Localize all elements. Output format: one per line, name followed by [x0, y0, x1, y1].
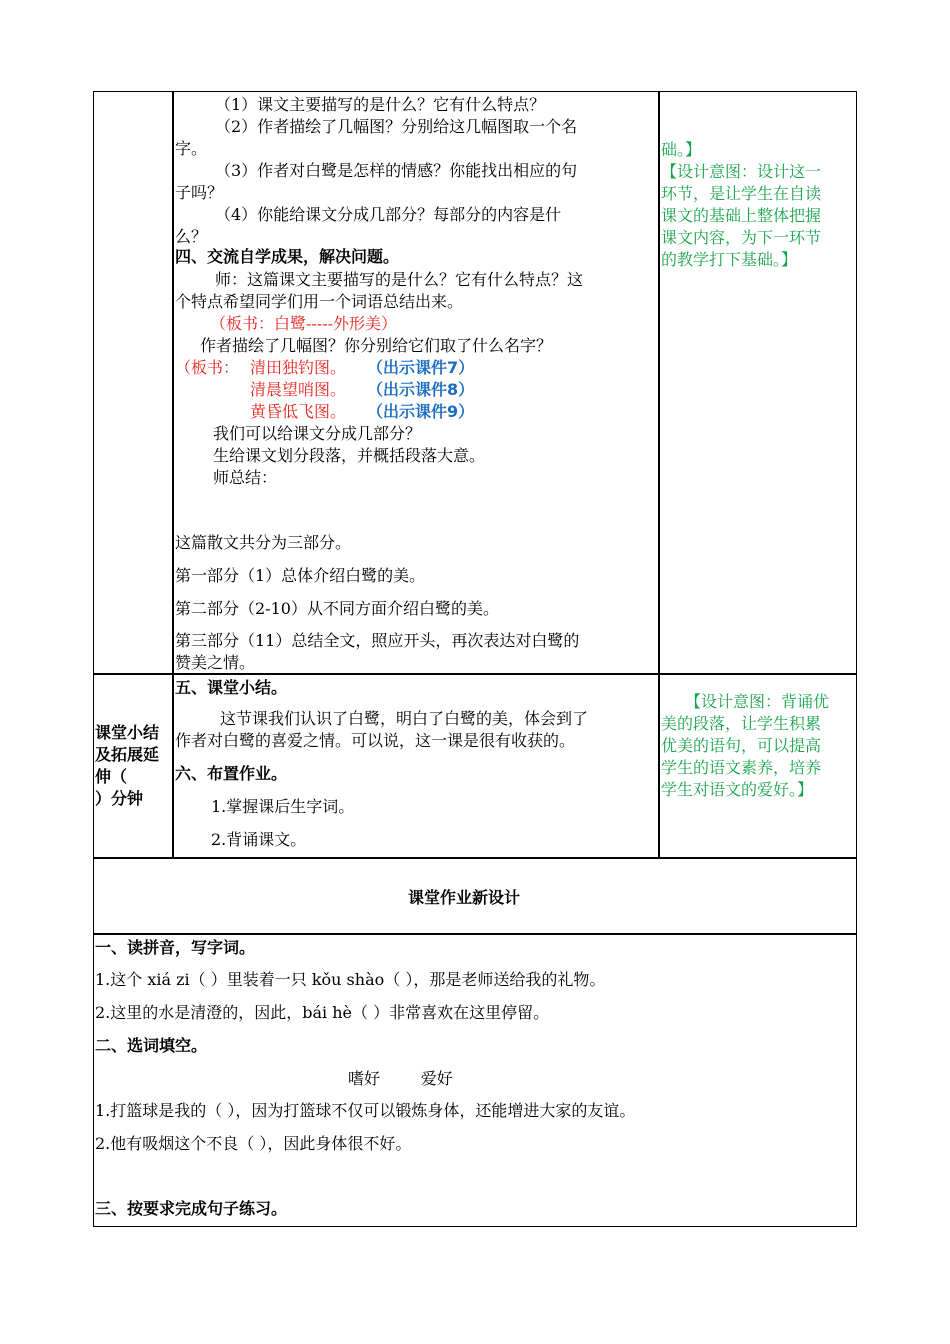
homework-item-1: 1.掌握课后生字词。 — [211, 797, 355, 816]
picture-name-1: 清田独钓图。 — [250, 358, 347, 377]
teacher-line-2: 个特点希望同学们用一个词语总结出来。 — [175, 292, 464, 311]
structure-part-3-line-1: 第三部分（11）总结全文，照应开头，再次表达对白鹭的 — [175, 631, 580, 650]
design-note-1-line-5: 课文内容，为下一环节 — [661, 228, 822, 247]
row-divider-2 — [93, 857, 857, 859]
teacher-question-parts: 我们可以给课文分成几部分？ — [213, 424, 422, 443]
design-note-2-line-2: 美的段落，让学生积累 — [661, 714, 822, 733]
structure-intro: 这篇散文共分为三部分。 — [175, 533, 352, 552]
exercise-2-heading: 二、选词填空。 — [95, 1036, 208, 1055]
summary-line-2: 作者对白鹭的喜爱之情。可以说，这一课是很有收获的。 — [175, 731, 576, 750]
courseware-8: （出示课件8） — [367, 380, 475, 399]
row-label-line-2: 及拓展延 — [95, 745, 160, 764]
question-2-line-1: （2）作者描绘了几幅图？分别给这几幅图取一个名 — [215, 117, 578, 136]
design-note-2-line-5: 学生对语文的爱好。】 — [661, 780, 814, 799]
section-6-heading: 六、布置作业。 — [175, 764, 288, 783]
question-4-line-2: 么？ — [175, 227, 208, 246]
board-note-1: （板书：白鹭-----外形美） — [210, 314, 398, 333]
exercise-3-heading: 三、按要求完成句子练习。 — [95, 1199, 288, 1218]
student-activity: 生给课文划分段落，并概括段落大意。 — [213, 446, 486, 465]
picture-name-2: 清晨望哨图。 — [250, 380, 347, 399]
design-note-1-line-2: 【设计意图：设计这一 — [661, 162, 822, 181]
question-2-line-2: 字。 — [175, 139, 208, 158]
summary-line-1: 这节课我们认识了白鹭，明白了白鹭的美，体会到了 — [220, 709, 589, 728]
teacher-summary-label: 师总结： — [213, 468, 278, 487]
design-note-2-line-3: 优美的语句，可以提高 — [661, 736, 822, 755]
courseware-7: （出示课件7） — [367, 358, 475, 377]
section-4-heading: 四、交流自学成果，解决问题。 — [175, 247, 400, 266]
design-note-1-line-1: 础。】 — [661, 140, 702, 159]
teacher-line-1: 师：这篇课文主要描写的是什么？它有什么特点？这 — [215, 270, 584, 289]
section-5-heading: 五、课堂小结。 — [175, 678, 288, 697]
row-divider-3 — [93, 933, 857, 935]
exercise-2-question-2: 2.他有吸烟这个不良（ ），因此身体很不好。 — [95, 1134, 412, 1153]
col-divider-1 — [172, 91, 174, 858]
word-choices: 嗜好 爱好 — [348, 1069, 453, 1088]
design-note-1-line-6: 的教学打下基础。】 — [661, 250, 798, 269]
board-note-2-prefix: （板书： — [175, 358, 240, 377]
picture-name-3: 黄昏低飞图。 — [250, 402, 347, 421]
design-note-1-line-4: 课文的基础上整体把握 — [661, 206, 822, 225]
design-note-1-line-3: 环节，是让学生在自读 — [661, 184, 822, 203]
exercise-1-heading: 一、读拼音，写字词。 — [95, 938, 256, 957]
homework-title: 课堂作业新设计 — [408, 888, 521, 907]
row-label-line-4: ）分钟 — [95, 789, 144, 808]
question-1: （1）课文主要描写的是什么？它有什么特点？ — [215, 95, 546, 114]
design-note-2-line-1: 【设计意图：背诵优 — [685, 692, 830, 711]
structure-part-1: 第一部分（1）总体介绍白鹭的美。 — [175, 566, 426, 585]
structure-part-2: 第二部分（2-10）从不同方面介绍白鹭的美。 — [175, 599, 499, 618]
homework-item-2: 2.背诵课文。 — [211, 830, 307, 849]
question-4-line-1: （4）你能给课文分成几部分？每部分的内容是什 — [215, 205, 562, 224]
question-3-line-2: 子吗？ — [175, 183, 224, 202]
col-divider-2 — [658, 91, 660, 858]
question-3-line-1: （3）作者对白鹭是怎样的情感？你能找出相应的句 — [215, 161, 578, 180]
exercise-2-question-1: 1.打篮球是我的（ ），因为打篮球不仅可以锻炼身体，还能增进大家的友谊。 — [95, 1101, 636, 1120]
row-label-line-1: 课堂小结 — [95, 723, 160, 742]
row-label-line-3: 伸（ — [95, 767, 128, 786]
teacher-question-pictures: 作者描绘了几幅图？你分别给它们取了什么名字？ — [200, 336, 553, 355]
exercise-1-question-2: 2.这里的水是清澄的，因此，bái hè（ ）非常喜欢在这里停留。 — [95, 1003, 550, 1022]
courseware-9: （出示课件9） — [367, 402, 475, 421]
exercise-1-question-1: 1.这个 xiá zi（ ）里装着一只 kǒu shào（ ），那是老师送给我的礼物。 — [95, 970, 606, 989]
design-note-2-line-4: 学生的语文素养，培养 — [661, 758, 822, 777]
structure-part-3-line-2: 赞美之情。 — [175, 653, 256, 672]
